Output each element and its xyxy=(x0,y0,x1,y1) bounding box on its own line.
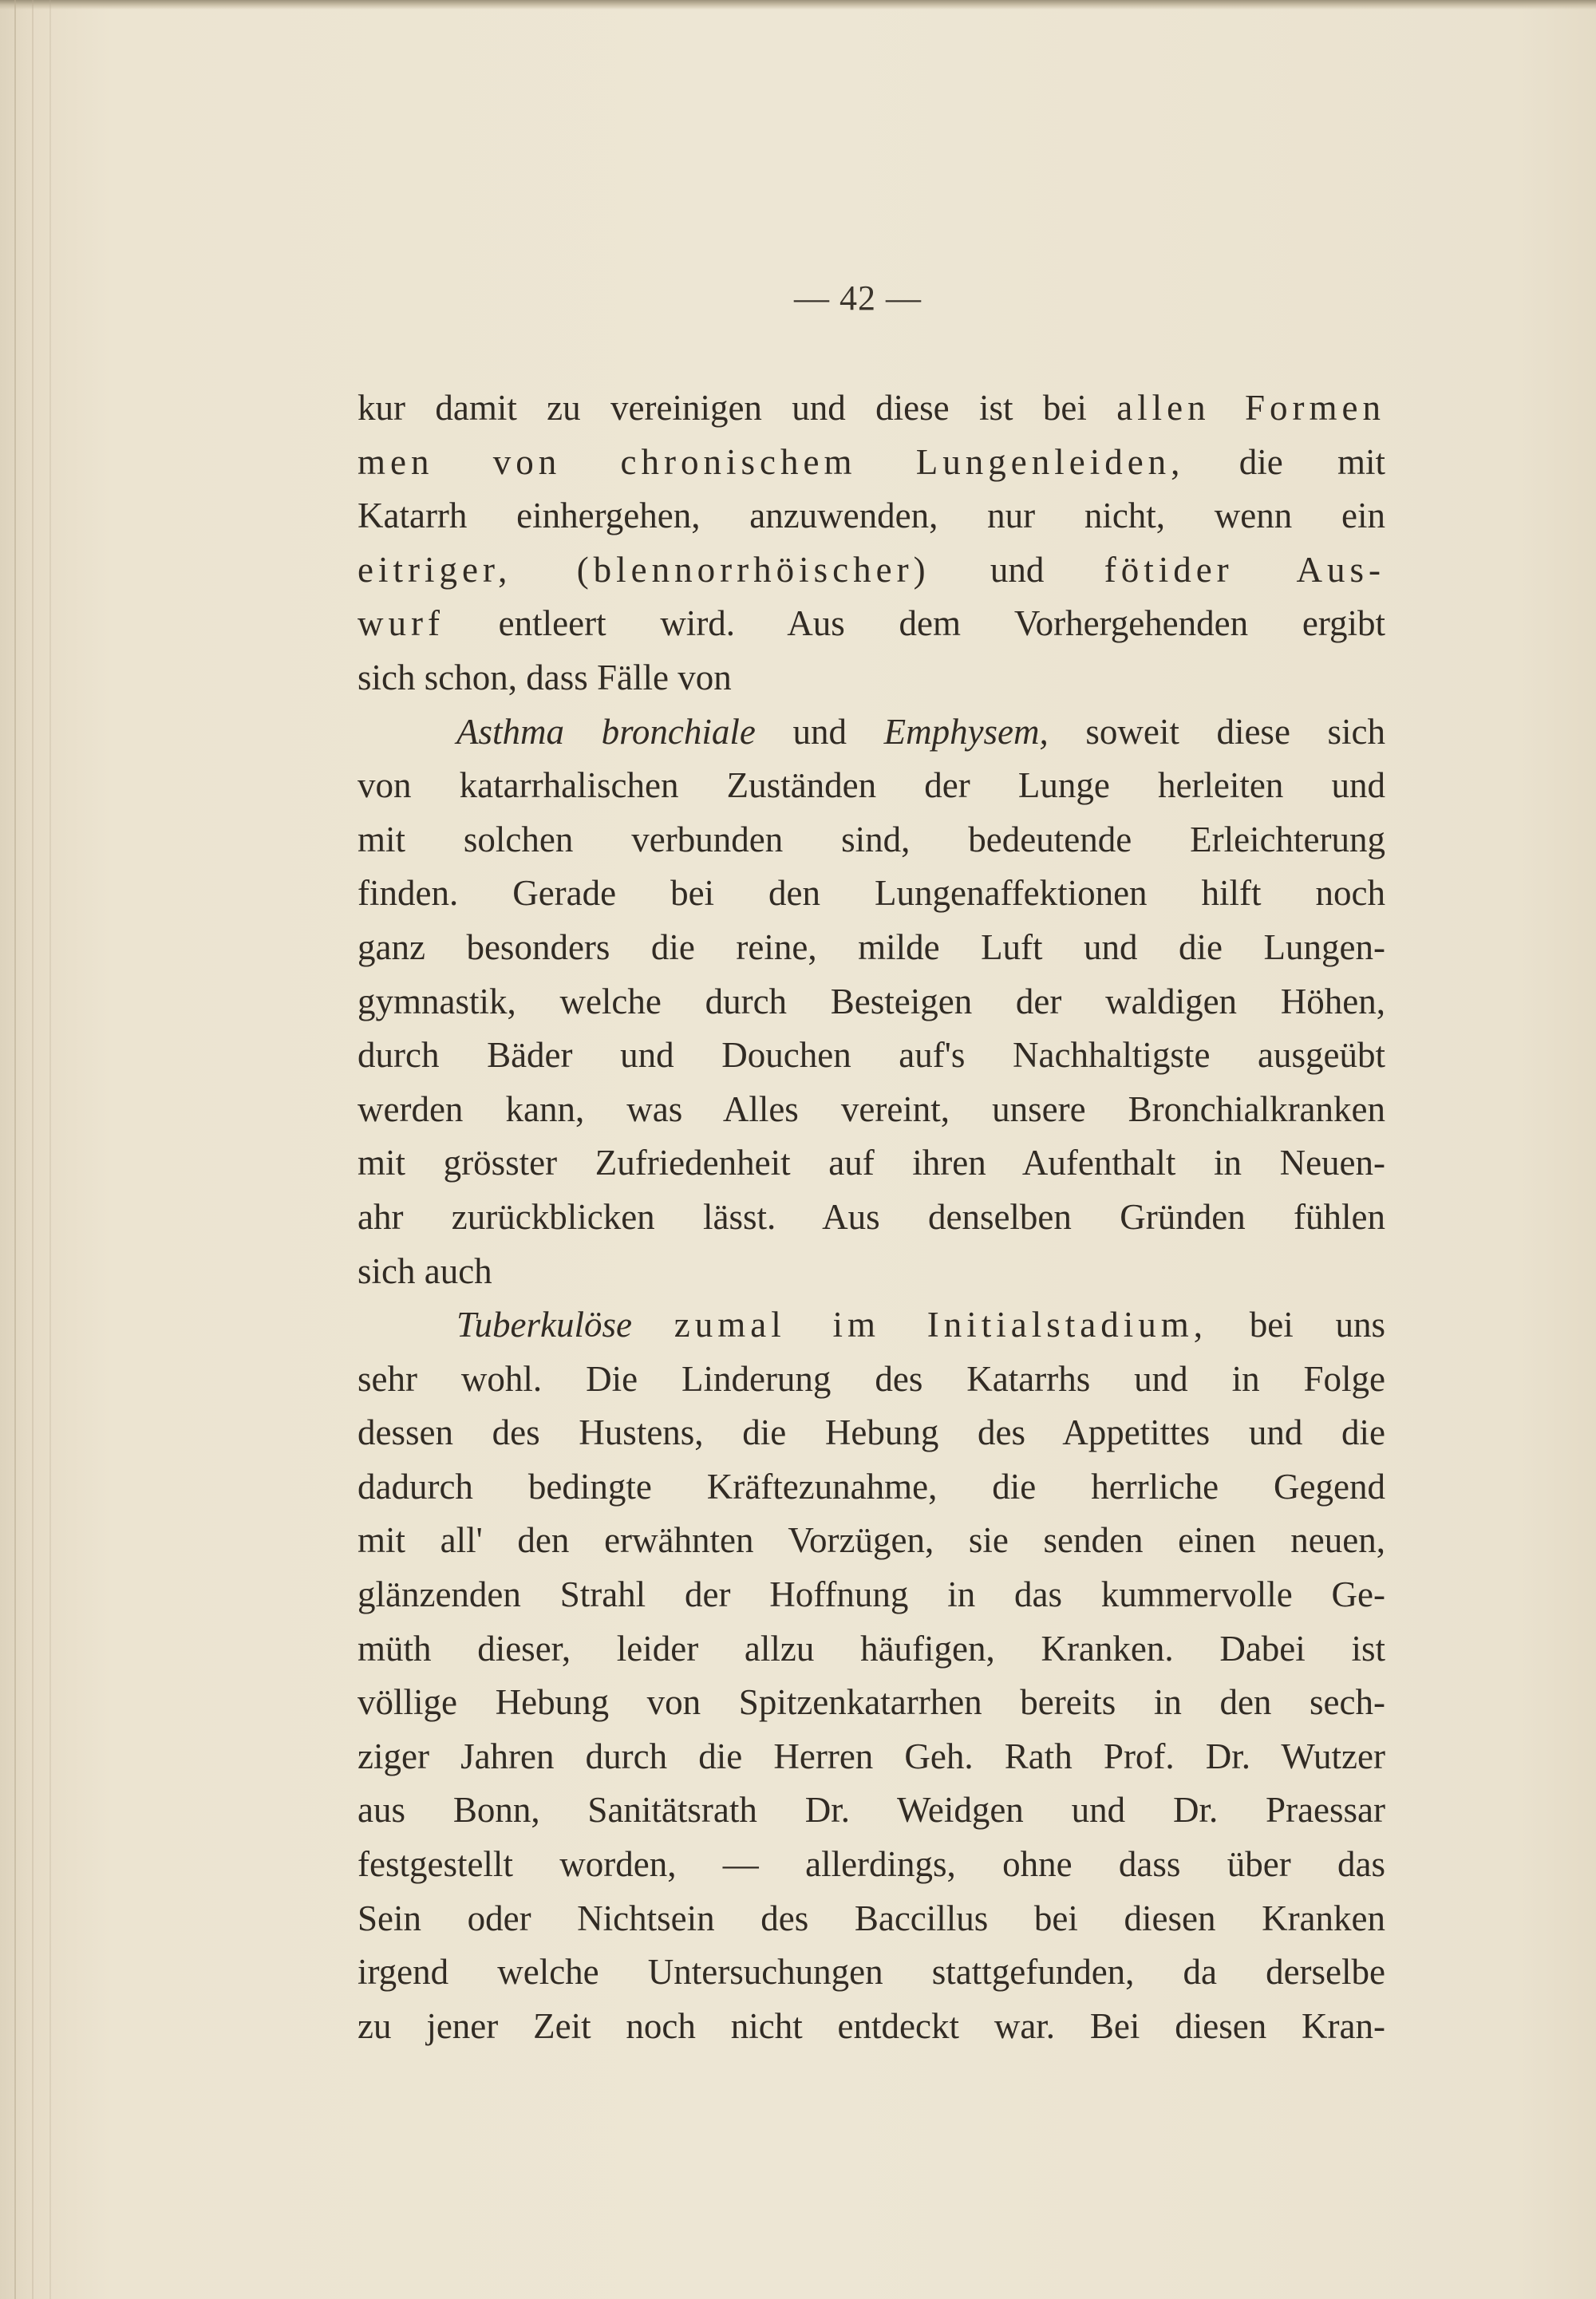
text-line xyxy=(358,1568,1385,1622)
text-line xyxy=(358,975,1385,1029)
text-run: dadurch bedingte Kräftezunahme, die herrliche Gegend xyxy=(358,1466,1385,1507)
text-run: Emphysem, xyxy=(883,711,1049,752)
text-run: ahr zurückblicken lässt. Aus denselben Gründen fühlen xyxy=(358,1196,1385,1237)
text-line xyxy=(358,1245,1385,1299)
page-edge-line xyxy=(49,0,51,2299)
text-line xyxy=(358,1298,1385,1353)
text-line xyxy=(358,436,1385,490)
text-run: zu jener Zeit noch nicht entdeckt war. Bei diesen Kran- xyxy=(358,2005,1385,2046)
text-run: mit solchen verbunden sind, bedeutende Erleichterung xyxy=(358,819,1385,859)
text-run: mit all' den erwähnten Vorzügen, sie senden einen neuen, xyxy=(358,1520,1385,1561)
text-run: ganz besonders die reine, milde Luft und die Lungen- xyxy=(358,926,1385,967)
text-line xyxy=(358,381,1385,436)
text-run: Katarrh einhergehen, anzuwenden, nur nicht, wenn ein xyxy=(358,496,1385,536)
text-line xyxy=(358,1191,1385,1245)
text-line xyxy=(358,1136,1385,1191)
text-run: und xyxy=(755,711,884,752)
text-run: men von chronischem Lungenleiden, xyxy=(358,441,1185,482)
text-run: mit grösster Zufriedenheit auf ihren Aufenthalt in Neuen- xyxy=(358,1143,1385,1183)
text-line xyxy=(358,813,1385,867)
body-text xyxy=(358,381,1385,2053)
text-run: sehr wohl. Die Linderung des Katarrhs und in Folge xyxy=(358,1358,1385,1399)
page-edge-line xyxy=(32,0,34,2299)
text-run: finden. Gerade bei den Lungenaffektionen hilft noch xyxy=(358,873,1385,914)
text-run: eitriger, (blennorrhöischer) xyxy=(358,549,930,590)
text-run: kur damit zu vereinigen und diese ist bei xyxy=(358,388,1117,428)
text-line xyxy=(358,1892,1385,1946)
text-line xyxy=(358,543,1385,598)
page-number: — 42 — xyxy=(794,278,922,318)
text-line xyxy=(358,759,1385,813)
text-line xyxy=(358,1945,1385,2000)
text-run: sich auch xyxy=(358,1250,492,1291)
text-line xyxy=(358,651,1385,705)
page-edge-line xyxy=(14,0,16,2299)
text-line xyxy=(358,1676,1385,1730)
text-run: bei uns xyxy=(1207,1305,1385,1345)
text-run: durch Bäder und Douchen auf's Nachhaltigste ausgeübt xyxy=(358,1035,1385,1076)
text-run: die mit xyxy=(1184,441,1386,482)
text-run xyxy=(632,1305,674,1345)
text-line xyxy=(358,1838,1385,1892)
text-run: ziger Jahren durch die Herren Geh. Rath Prof. Dr. Wutzer xyxy=(358,1736,1385,1776)
text-line xyxy=(358,867,1385,921)
text-run: Asthma bronchiale xyxy=(456,711,756,752)
text-run: völlige Hebung von Spitzenkatarrhen bereits in den sech- xyxy=(358,1682,1385,1723)
text-run: aus Bonn, Sanitätsrath Dr. Weidgen und Dr. Praessar xyxy=(358,1790,1385,1831)
text-run: von katarrhalischen Zuständen der Lunge herleiten und xyxy=(358,765,1385,806)
text-run: wurf xyxy=(358,603,444,644)
text-run: zumal im Initialstadium, xyxy=(674,1305,1207,1345)
text-run: Tuberkulöse xyxy=(456,1305,632,1345)
text-run: sich schon, dass Fälle von xyxy=(358,657,732,697)
text-run: und xyxy=(930,549,1104,590)
text-line xyxy=(358,2000,1385,2054)
text-line xyxy=(358,489,1385,543)
text-line xyxy=(358,1730,1385,1784)
text-line xyxy=(358,705,1385,760)
text-line xyxy=(358,1622,1385,1677)
text-line xyxy=(358,597,1385,651)
text-line xyxy=(358,1460,1385,1515)
text-run: gymnastik, welche durch Besteigen der waldigen Höhen, xyxy=(358,981,1385,1021)
text-line xyxy=(358,1083,1385,1137)
text-run: müth dieser, leider allzu häufigen, Kranken. Dabei ist xyxy=(358,1628,1385,1669)
text-line xyxy=(358,921,1385,975)
text-run: irgend welche Untersuchungen stattgefunden, da derselbe xyxy=(358,1952,1385,1993)
text-line xyxy=(358,1406,1385,1460)
text-line xyxy=(358,1514,1385,1568)
text-line xyxy=(358,1353,1385,1407)
page-top-edge xyxy=(0,0,1596,10)
text-run: festgestellt worden, — allerdings, ohne dass über das xyxy=(358,1844,1385,1885)
text-line xyxy=(358,1029,1385,1083)
text-run: allen Formen xyxy=(1116,388,1385,428)
text-run: glänzenden Strahl der Hoffnung in das kummervolle Ge- xyxy=(358,1574,1385,1615)
text-run: dessen des Hustens, die Hebung des Appetittes und die xyxy=(358,1412,1385,1453)
text-run: soweit diese sich xyxy=(1048,711,1385,752)
text-line xyxy=(358,1784,1385,1838)
text-run: Sein oder Nichtsein des Baccillus bei diesen Kranken xyxy=(358,1898,1385,1938)
text-run: fötider Aus- xyxy=(1104,549,1385,590)
text-run: werden kann, was Alles vereint, unsere Bronchialkranken xyxy=(358,1088,1385,1129)
text-run: entleert wird. Aus dem Vorhergehenden ergibt xyxy=(444,603,1385,644)
